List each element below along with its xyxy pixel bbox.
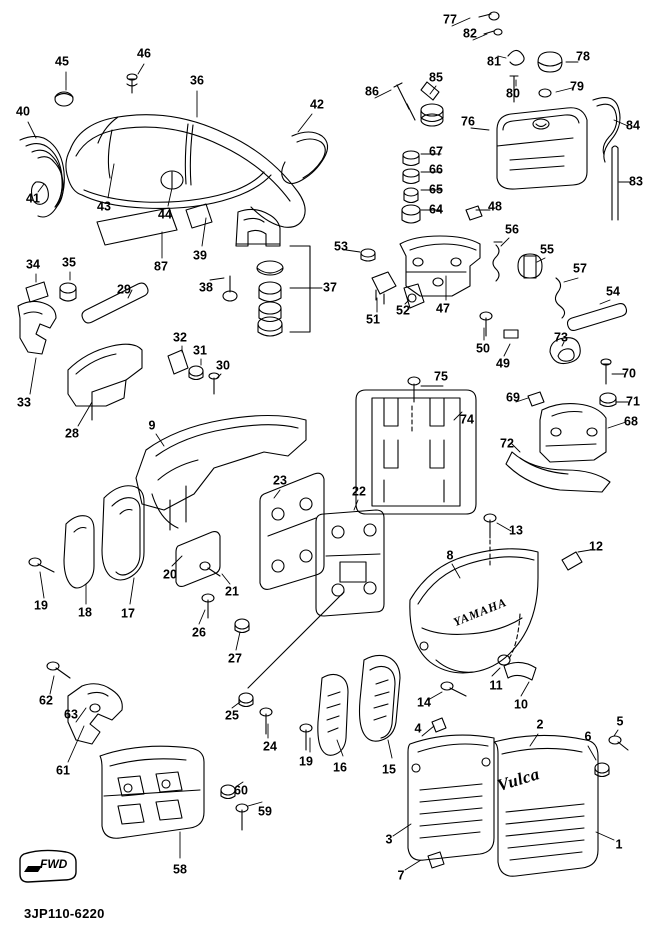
callout-number-6: 6 xyxy=(584,729,592,744)
callout-number-77: 77 xyxy=(443,12,457,27)
callout-number-58: 58 xyxy=(173,862,187,877)
callout-number-68: 68 xyxy=(624,414,638,429)
callout-number-41: 41 xyxy=(26,191,40,206)
callout-number-7: 7 xyxy=(397,868,405,883)
callout-number-22: 22 xyxy=(352,484,366,499)
callout-number-86: 86 xyxy=(365,84,379,99)
callout-number-8: 8 xyxy=(446,548,454,563)
callout-number-59: 59 xyxy=(258,804,272,819)
callout-number-24: 24 xyxy=(263,739,277,754)
callout-number-56: 56 xyxy=(505,222,519,237)
callout-number-79: 79 xyxy=(570,79,584,94)
callout-number-38: 38 xyxy=(199,280,213,295)
callout-number-14: 14 xyxy=(417,695,431,710)
callout-number-75: 75 xyxy=(434,369,448,384)
callout-number-55: 55 xyxy=(540,242,554,257)
callout-number-85: 85 xyxy=(429,70,443,85)
callout-number-5: 5 xyxy=(616,714,624,729)
callout-number-2: 2 xyxy=(536,717,544,732)
callout-number-72: 72 xyxy=(500,436,514,451)
callout-number-11: 11 xyxy=(489,678,503,693)
callout-number-74: 74 xyxy=(460,412,474,427)
callout-number-30: 30 xyxy=(216,358,230,373)
callout-number-34: 34 xyxy=(26,257,40,272)
callout-number-62: 62 xyxy=(39,693,53,708)
callout-number-19: 19 xyxy=(299,754,313,769)
callout-number-3: 3 xyxy=(385,832,393,847)
callout-number-29: 29 xyxy=(117,282,131,297)
callout-number-21: 21 xyxy=(225,584,239,599)
callout-number-54: 54 xyxy=(606,284,620,299)
callout-number-43: 43 xyxy=(97,199,111,214)
callout-number-61: 61 xyxy=(56,763,70,778)
callout-number-26: 26 xyxy=(192,625,206,640)
callout-number-48: 48 xyxy=(488,199,502,214)
callout-number-33: 33 xyxy=(17,395,31,410)
callout-number-87: 87 xyxy=(154,259,168,274)
callout-number-49: 49 xyxy=(496,356,510,371)
callout-number-45: 45 xyxy=(55,54,69,69)
callout-number-60: 60 xyxy=(234,783,248,798)
callout-number-76: 76 xyxy=(461,114,475,129)
callout-number-66: 66 xyxy=(429,162,443,177)
callout-number-84: 84 xyxy=(626,118,640,133)
callout-number-65: 65 xyxy=(429,182,443,197)
callout-number-80: 80 xyxy=(506,86,520,101)
brandmark-vulcan: Vulca xyxy=(495,764,542,795)
callout-number-78: 78 xyxy=(576,49,590,64)
callout-number-35: 35 xyxy=(62,255,76,270)
callout-number-44: 44 xyxy=(158,207,172,222)
callout-number-57: 57 xyxy=(573,261,587,276)
callout-number-18: 18 xyxy=(78,605,92,620)
callout-number-28: 28 xyxy=(65,426,79,441)
brandmark-yamaha: YAMAHA xyxy=(451,594,509,630)
callout-number-52: 52 xyxy=(396,303,410,318)
callout-number-13: 13 xyxy=(509,523,523,538)
callout-number-19: 19 xyxy=(34,598,48,613)
callout-number-39: 39 xyxy=(193,248,207,263)
callout-number-25: 25 xyxy=(225,708,239,723)
callout-number-67: 67 xyxy=(429,144,443,159)
callout-number-27: 27 xyxy=(228,651,242,666)
callout-number-31: 31 xyxy=(193,343,207,358)
callout-number-32: 32 xyxy=(173,330,187,345)
callout-number-36: 36 xyxy=(190,73,204,88)
callout-number-15: 15 xyxy=(382,762,396,777)
callout-number-23: 23 xyxy=(273,473,287,488)
callout-number-50: 50 xyxy=(476,341,490,356)
callout-number-37: 37 xyxy=(323,280,337,295)
callout-number-81: 81 xyxy=(487,54,501,69)
callout-number-16: 16 xyxy=(333,760,347,775)
callout-number-10: 10 xyxy=(514,697,528,712)
callout-number-40: 40 xyxy=(16,104,30,119)
callout-number-9: 9 xyxy=(148,418,156,433)
callout-number-12: 12 xyxy=(589,539,603,554)
callout-number-63: 63 xyxy=(64,707,78,722)
callout-number-53: 53 xyxy=(334,239,348,254)
callout-number-51: 51 xyxy=(366,312,380,327)
callout-number-71: 71 xyxy=(626,394,640,409)
fwd-label: FWD xyxy=(40,857,68,871)
callout-number-70: 70 xyxy=(622,366,636,381)
callout-number-83: 83 xyxy=(629,174,643,189)
callout-number-82: 82 xyxy=(463,26,477,41)
diagram-part-number: 3JP110-6220 xyxy=(24,906,105,921)
callout-number-64: 64 xyxy=(429,202,443,217)
callout-number-42: 42 xyxy=(310,97,324,112)
callout-number-17: 17 xyxy=(121,606,135,621)
callout-number-1: 1 xyxy=(615,837,623,852)
callout-number-73: 73 xyxy=(554,330,568,345)
callout-number-20: 20 xyxy=(163,567,177,582)
callout-number-47: 47 xyxy=(436,301,450,316)
fwd-direction-badge xyxy=(20,849,82,881)
callout-number-4: 4 xyxy=(414,721,422,736)
callout-number-69: 69 xyxy=(506,390,520,405)
callout-number-46: 46 xyxy=(137,46,151,61)
